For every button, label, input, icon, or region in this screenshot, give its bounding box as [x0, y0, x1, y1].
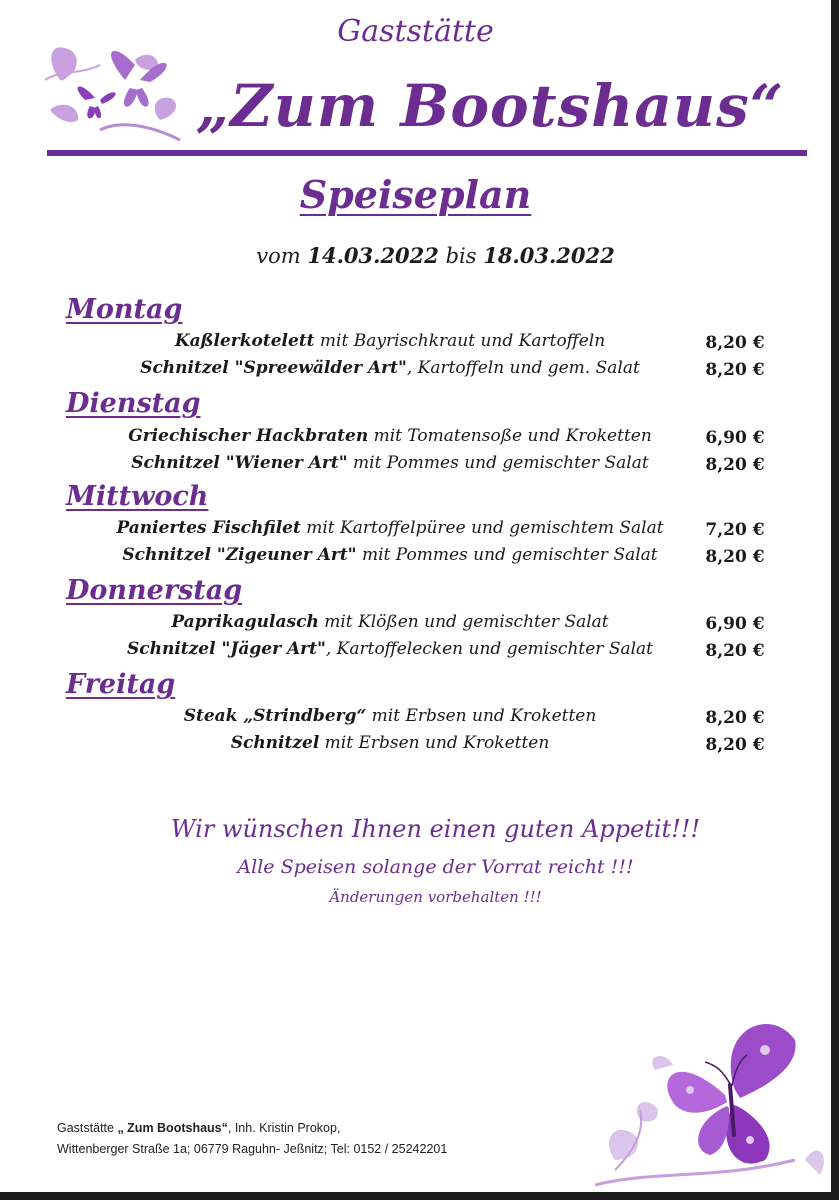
footer-owner: , Inh. Kristin Prokop,	[227, 1121, 341, 1135]
dish-side: mit Erbsen und Kroketten	[319, 733, 550, 753]
dish-main: Griechischer Hackbraten	[128, 426, 369, 446]
dish-price: 8,20 €	[705, 708, 765, 728]
dish-side: mit Tomatensoße und Kroketten	[368, 426, 652, 446]
date-mid: bis	[438, 244, 484, 268]
dish-side: , Kartoffeln und gem. Salat	[406, 358, 640, 378]
dish-main: Schnitzel "Zigeuner Art"	[122, 545, 357, 565]
day-heading: Montag	[66, 294, 183, 325]
dish-price: 8,20 €	[705, 360, 765, 380]
dish-price: 6,90 €	[705, 428, 765, 448]
closing-line: Wir wünschen Ihnen einen guten Appetit!!!	[170, 815, 701, 843]
dish-main: Schnitzel "Spreewälder Art"	[140, 358, 407, 378]
date-to: 18.03.2022	[483, 243, 615, 268]
date-prefix: vom	[256, 244, 308, 268]
footer-address: Wittenberger Straße 1a; 06779 Raguhn- Jeßnitz; Tel: 0152 / 25242201	[57, 1142, 448, 1156]
butterfly-icon	[595, 1010, 831, 1192]
dish-line	[80, 545, 700, 565]
closing-line: Alle Speisen solange der Vorrat reicht !!!	[237, 856, 634, 878]
header-divider	[47, 150, 807, 156]
dish-main: Schnitzel "Jäger Art"	[126, 639, 326, 659]
dish-price: 8,20 €	[705, 455, 765, 475]
dish-line	[80, 426, 700, 446]
dish-line	[80, 518, 700, 538]
day-heading: Mittwoch	[66, 481, 209, 512]
dish-side: mit Bayrischkraut und Kartoffeln	[314, 331, 606, 351]
footer-name: „ Zum Bootshaus“	[117, 1121, 228, 1135]
dish-main: Schnitzel "Wiener Art"	[131, 453, 348, 473]
dish-price: 8,20 €	[705, 547, 765, 567]
dish-main: Paniertes Fischfilet	[116, 518, 301, 538]
menu-title: Speiseplan	[299, 172, 532, 217]
day-heading: Donnerstag	[66, 575, 243, 606]
dish-side: mit Pommes und gemischter Salat	[347, 453, 649, 473]
footer-prefix: Gaststätte	[57, 1121, 118, 1135]
dish-price: 8,20 €	[705, 641, 765, 661]
dish-line	[80, 612, 700, 632]
venue-label: Gaststätte	[337, 14, 494, 49]
dish-side: mit Pommes und gemischter Salat	[356, 545, 658, 565]
dish-price: 7,20 €	[705, 520, 765, 540]
dish-line	[80, 453, 700, 473]
day-heading: Dienstag	[66, 388, 201, 419]
dish-line	[80, 331, 700, 351]
dish-line	[80, 733, 700, 753]
dish-side: , Kartoffelecken und gemischter Salat	[325, 639, 654, 659]
dish-price: 8,20 €	[705, 333, 765, 353]
closing-line: Änderungen vorbehalten !!!	[329, 888, 542, 906]
day-heading: Freitag	[66, 669, 176, 700]
dish-line	[80, 706, 700, 726]
dish-price: 8,20 €	[705, 735, 765, 755]
dish-main: Steak „Strindberg“	[183, 706, 367, 726]
dish-line	[80, 639, 700, 659]
dish-price: 6,90 €	[705, 614, 765, 634]
date-from: 14.03.2022	[307, 243, 439, 268]
restaurant-name: „Zum Bootshaus“	[195, 72, 785, 140]
dish-side: mit Klößen und gemischter Salat	[318, 612, 609, 632]
dish-main: Schnitzel	[230, 733, 320, 753]
dish-side: mit Erbsen und Kroketten	[366, 706, 597, 726]
dish-line	[80, 358, 700, 378]
dish-main: Kaßlerkotelett	[174, 331, 315, 351]
dish-main: Paprikagulasch	[171, 612, 319, 632]
date-range	[0, 243, 831, 268]
footer-line-1	[57, 1121, 340, 1135]
dish-side: mit Kartoffelpüree und gemischtem Salat	[300, 518, 664, 538]
